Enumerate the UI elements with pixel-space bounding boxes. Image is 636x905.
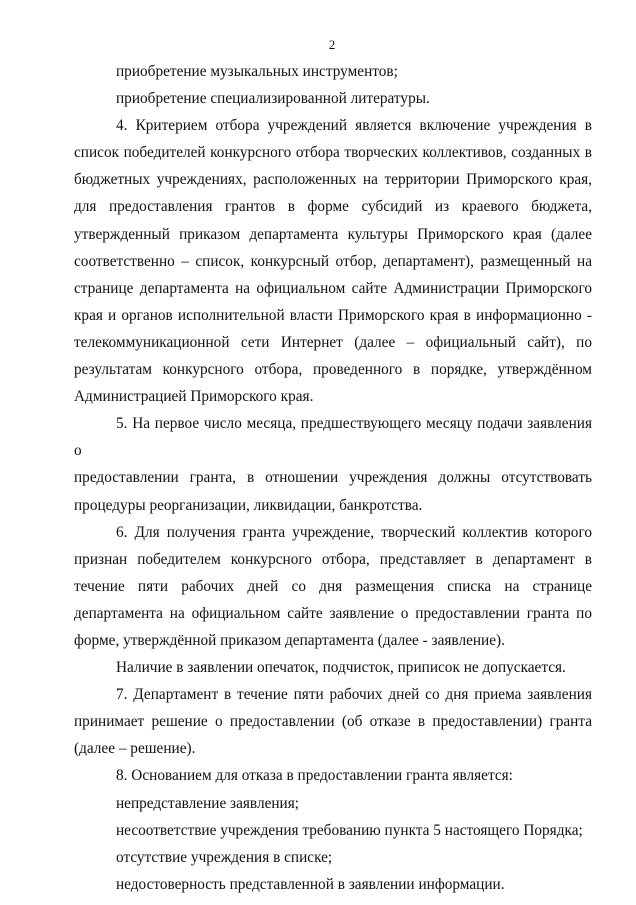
list-item-refusal-2	[74, 817, 592, 844]
paragraph-4	[74, 112, 592, 410]
list-item-refusal-3	[74, 844, 592, 871]
list-item-refusal-4	[74, 871, 592, 898]
text-line: 6. Для получения гранта учреждение, творческий коллектив которого	[116, 523, 592, 541]
paragraph-7	[74, 681, 592, 762]
text-line: приобретение специализированной литературы.	[116, 90, 430, 108]
paragraph-6-note	[74, 654, 592, 681]
text-line: результатам конкурсного отбора, проведенного в порядке, утверждённом	[74, 361, 592, 379]
list-item-instruments	[74, 58, 592, 85]
list-item-literature	[74, 85, 592, 112]
text-line: бюджетных учреждениях, расположенных на территории Приморского края,	[74, 171, 592, 189]
text-line: непредставление заявления;	[116, 794, 300, 812]
text-line: странице департамента на официальном сайте Администрации Приморского	[74, 279, 592, 297]
text-line: форме, утверждённой приказом департамента (далее - заявление).	[74, 631, 505, 649]
text-line: края и органов исполнительной власти Приморского края в информационно -	[74, 306, 592, 324]
text-line: течение пяти рабочих дней со дня размещения списка на странице	[74, 577, 592, 595]
paragraph-5	[74, 410, 592, 518]
paragraph-6	[74, 519, 592, 654]
paragraph-8	[74, 762, 592, 789]
text-line: принимает решение о предоставлении (об отказе в предоставлении) гранта	[74, 713, 592, 731]
text-line: соответственно – список, конкурсный отбор, департамент), размещенный на	[74, 252, 592, 270]
text-line: 8. Основанием для отказа в предоставлении гранта является:	[116, 767, 513, 785]
text-line: процедуры реорганизации, ликвидации, банкротства.	[74, 496, 423, 514]
document-body	[74, 58, 592, 898]
text-line: 5. На первое число месяца, предшествующего месяцу подачи заявления о	[74, 415, 592, 460]
text-line: департамента на официальном сайте заявление о предоставлении гранта по	[74, 604, 592, 622]
list-item-refusal-1	[74, 790, 592, 817]
text-line: приобретение музыкальных инструментов;	[116, 63, 398, 80]
text-line: предоставлении гранта, в отношении учреждения должны отсутствовать	[74, 469, 592, 487]
text-line: признан победителем конкурсного отбора, представляет в департамент в	[74, 550, 592, 568]
text-line: Администрацией Приморского края.	[74, 388, 314, 406]
text-line: недостоверность представленной в заявлении информации.	[116, 875, 505, 893]
text-line: Наличие в заявлении опечаток, подчисток, приписок не допускается.	[116, 659, 566, 677]
text-line: (далее – решение).	[74, 740, 196, 758]
text-line: отсутствие учреждения в списке;	[116, 848, 333, 866]
page-number: 2	[328, 37, 336, 52]
text-line: для предоставления грантов в форме субсидий из краевого бюджета,	[74, 198, 592, 216]
text-line: 4. Критерием отбора учреждений является включение учреждения в	[116, 117, 592, 135]
text-line: телекоммуникационной сети Интернет (далее – официальный сайт), по	[74, 333, 592, 351]
text-line: утвержденный приказом департамента культуры Приморского края (далее	[74, 225, 592, 243]
text-line: список победителей конкурсного отбора творческих коллективов, созданных в	[74, 144, 592, 162]
text-line: 7. Департамент в течение пяти рабочих дней со дня приема заявления	[116, 686, 592, 704]
text-line: несоответствие учреждения требованию пункта 5 настоящего Порядка;	[116, 821, 583, 839]
